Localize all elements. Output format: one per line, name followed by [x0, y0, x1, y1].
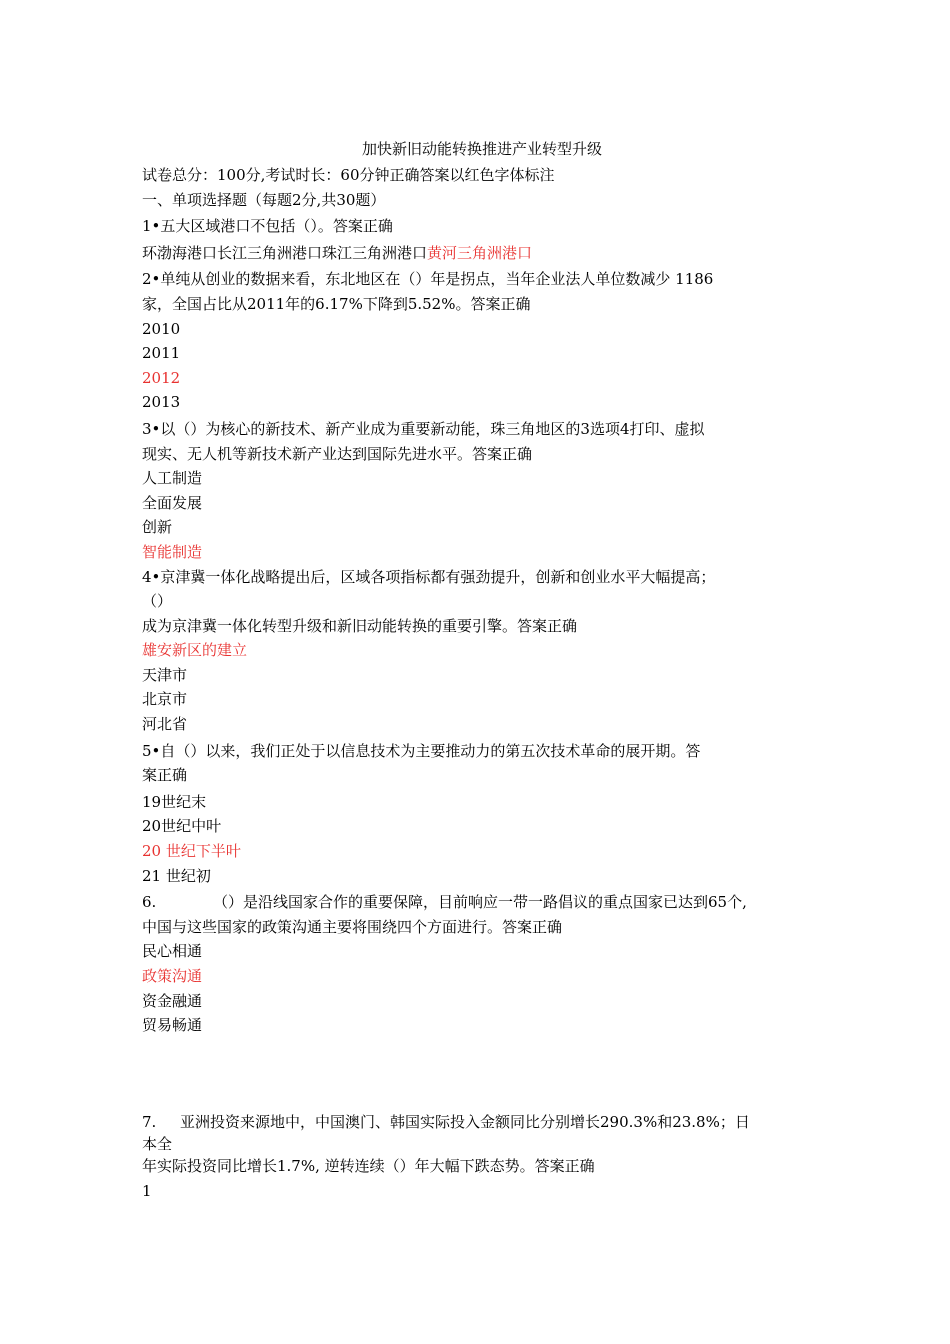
question-stem: 1•五大区域港口不包括（）。答案正确: [142, 217, 393, 236]
correct-option: 政策沟通: [142, 967, 203, 985]
option-text: 环渤海港口长江三角洲港口珠江三角洲港口: [142, 243, 428, 262]
option-d: 贸易畅通: [142, 1016, 203, 1035]
option-b: 天津市: [142, 665, 188, 684]
section-heading: 一、单项选择题（每题2分,共30题）: [142, 190, 386, 209]
question-number: 7.: [142, 1112, 157, 1131]
question-stem-line: （）: [142, 592, 173, 611]
option-c: 北京市: [142, 690, 188, 709]
exam-meta: 试卷总分：100分,考试时长：60分钟正确答案以红色字体标注: [142, 166, 555, 184]
question-4: [142, 565, 822, 737]
question-stem-line: 家，全国占比从2011年的6.17%下降到5.52%。答案正确: [142, 294, 531, 313]
option-c: 资金融通: [142, 991, 203, 1010]
correct-option: 智能制造: [142, 542, 203, 561]
correct-option: 20 世纪下半叶: [142, 842, 241, 861]
correct-option: 2012: [142, 368, 181, 387]
question-stem-text: 亚洲投资来源地中，中国澳门、韩国实际投入金额同比分别增长290.3%和23.8%；日: [180, 1112, 750, 1131]
question-1: [142, 214, 822, 265]
option-d: 2013: [142, 393, 181, 412]
question-stem-line: 5•自（）以来，我们正处于以信息技术为主要推动力的第五次技术革命的展开期。答: [142, 741, 701, 760]
option-a: 19世纪末: [142, 792, 207, 811]
question-7: [142, 1110, 822, 1204]
question-3: [142, 417, 822, 565]
question-6: [142, 890, 822, 1038]
correct-option: 雄安新区的建立: [142, 641, 248, 660]
question-2: [142, 267, 822, 415]
option-a: 2010: [142, 319, 181, 338]
question-stem-line: 案正确: [142, 766, 188, 785]
question-options: [142, 241, 822, 266]
option-a: 1: [142, 1181, 152, 1200]
question-stem-line: 中国与这些国家的政策沟通主要将围绕四个方面进行。答案正确: [142, 917, 563, 936]
option-b: 20世纪中叶: [142, 817, 222, 836]
question-stem-line: 年实际投资同比增长1.7%, 逆转连续（）年大幅下跌态势。答案正确: [142, 1157, 595, 1176]
question-5: [142, 739, 822, 889]
question-stem-line: 本全: [142, 1135, 173, 1154]
option-c: 创新: [142, 518, 173, 537]
option-b: 2011: [142, 344, 181, 363]
question-number: 6.: [142, 893, 157, 912]
option-d: 21 世纪初: [142, 866, 211, 885]
option-a: 民心相通: [142, 942, 203, 961]
option-b: 全面发展: [142, 493, 203, 512]
question-stem-line: 4•京津冀一体化战略提出后，区域各项指标都有强劲提升，创新和创业水平大幅提高；: [142, 567, 716, 586]
question-stem-line: [142, 1110, 822, 1135]
question-stem-line: 3•以（）为核心的新技术、新产业成为重要新动能，珠三角地区的3选项4打印、虚拟: [142, 419, 705, 438]
question-stem-text: （）是沿线国家合作的重要保障，目前响应一带一路倡议的重点国家已达到65个,: [213, 893, 747, 912]
correct-option: 黄河三角洲港口: [427, 243, 533, 262]
document-page: [142, 136, 822, 1204]
question-stem-line: [142, 890, 822, 915]
document-title: 加快新旧动能转换推进产业转型升级: [361, 140, 602, 158]
question-stem-line: 成为京津冀一体化转型升级和新旧动能转换的重要引擎。答案正确: [142, 616, 578, 635]
question-stem-line: 现实、无人机等新技术新产业达到国际先进水平。答案正确: [142, 444, 533, 463]
option-a: 人工制造: [142, 469, 203, 488]
option-d: 河北省: [142, 715, 188, 734]
question-stem-line: 2•单纯从创业的数据来看，东北地区在（）年是拐点，当年企业法人单位数减少 1186: [142, 270, 714, 289]
